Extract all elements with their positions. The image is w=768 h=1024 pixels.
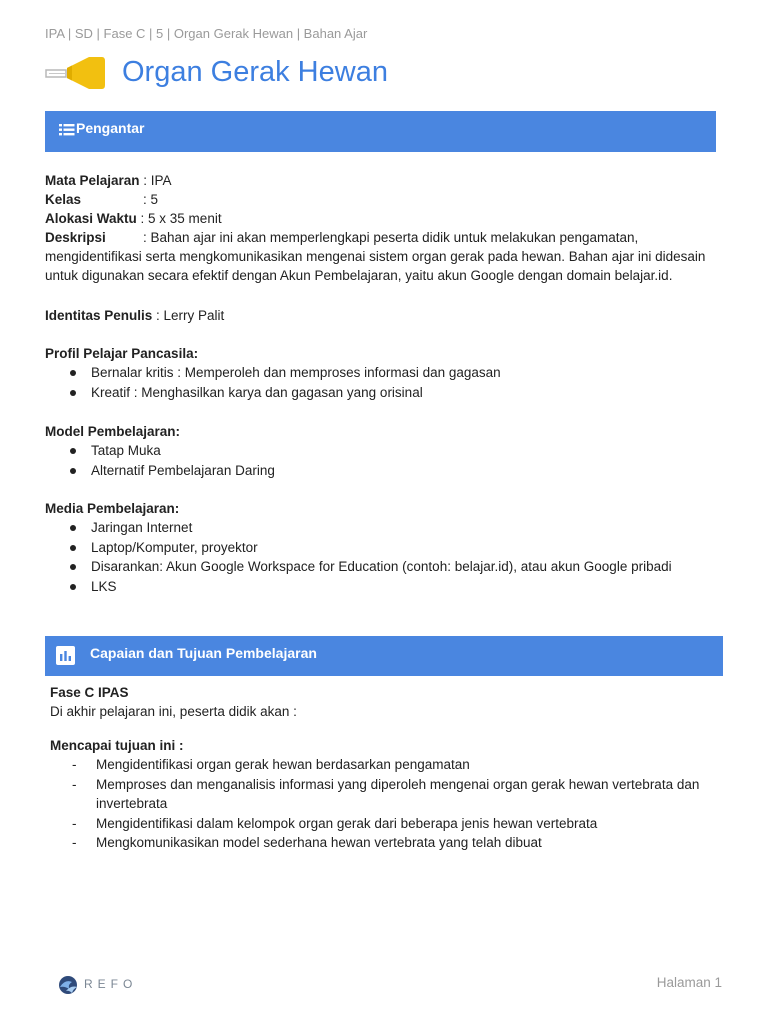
list-item: - Memproses dan menganalisis informasi yang diperoleh mengenai organ gerak hewan vertebrata dan invertebrata xyxy=(72,776,700,811)
bullet xyxy=(70,564,76,570)
bar-chart-icon xyxy=(56,646,75,665)
meta-value: : Bahan ajar ini akan memperlengkapi peserta didik untuk melakukan pengamatan, mengidentifikasi serta mengkomunikasikan mengenai sistem organ gerak pada hewan. Bahan ajar ini didesain untuk digunakan secara efektif dengan Akun Pembelajaran, yaitu akun Google dengan domain belajar.id. xyxy=(45,230,706,283)
list-item: Laptop/Komputer, proyektor xyxy=(45,538,720,558)
fase-text: Di akhir pelajaran ini, peserta didik akan : xyxy=(50,704,297,719)
title-row xyxy=(45,53,725,91)
bullet xyxy=(70,468,76,474)
bullet xyxy=(70,448,76,454)
list-item: Alternatif Pembelajaran Daring xyxy=(45,461,720,481)
meta-mata-pelajaran xyxy=(45,171,720,190)
media-pembelajaran-section xyxy=(45,499,720,596)
author-line xyxy=(45,306,720,325)
meta-value: : Lerry Palit xyxy=(152,308,225,323)
list-item: Tatap Muka xyxy=(45,441,720,461)
meta-key: Mata Pelajaran xyxy=(45,173,140,188)
profil-pelajar-section xyxy=(45,344,720,402)
logo-text: REFO xyxy=(84,977,138,991)
meta-key: Identitas Penulis xyxy=(45,308,153,323)
meta-alokasi-waktu xyxy=(45,209,720,228)
section-header-pengantar xyxy=(45,111,716,152)
section-heading: Media Pembelajaran: xyxy=(45,501,180,516)
tujuan-heading: Mencapai tujuan ini : xyxy=(50,738,184,753)
model-pembelajaran-section xyxy=(45,422,720,480)
list-item: Bernalar kritis : Memperoleh dan memproses informasi dan gagasan xyxy=(45,363,720,383)
list-icon xyxy=(59,122,75,138)
bullet xyxy=(70,390,76,396)
list-item: - Mengkomunikasikan model sederhana hewan vertebrata yang telah dibuat xyxy=(72,835,542,850)
list-item: Kreatif : Menghasilkan karya dan gagasan yang orisinal xyxy=(45,383,720,403)
meta-value: : 5 xyxy=(143,192,159,207)
course-metadata xyxy=(45,171,720,285)
list-item: LKS xyxy=(45,577,720,597)
refo-logo-mark xyxy=(57,975,79,995)
list-item: Jaringan Internet xyxy=(45,518,720,538)
meta-deskripsi xyxy=(45,228,720,285)
breadcrumb: IPA | SD | Fase C | 5 | Organ Gerak Hewan | Bahan Ajar xyxy=(45,26,368,41)
meta-kelas xyxy=(45,190,720,209)
meta-key: Alokasi Waktu xyxy=(45,211,137,226)
fase-heading: Fase C IPAS xyxy=(50,685,129,700)
page-number: Halaman 1 xyxy=(656,975,722,990)
bullet xyxy=(70,584,76,590)
meta-value: : IPA xyxy=(139,173,172,188)
refo-logo xyxy=(57,975,157,995)
section-header-capaian xyxy=(45,636,723,676)
meta-key: Deskripsi xyxy=(45,230,106,245)
list-item: - Mengidentifikasi dalam kelompok organ gerak dari beberapa jenis hewan vertebrata xyxy=(72,815,598,831)
section-heading: Profil Pelajar Pancasila: xyxy=(45,346,199,361)
meta-key: Kelas xyxy=(45,192,82,207)
bullet xyxy=(70,525,76,531)
list-item: Disarankan: Akun Google Workspace for Education (contoh: belajar.id), atau akun Google pribadi xyxy=(45,557,720,577)
list-item: - Mengidentifikasi organ gerak hewan berdasarkan pengamatan xyxy=(72,757,470,772)
section-heading: Model Pembelajaran: xyxy=(45,424,181,439)
bullet xyxy=(70,370,76,376)
fase-section xyxy=(50,683,725,721)
section-title: Capaian dan Tujuan Pembelajaran xyxy=(90,645,317,661)
bullet xyxy=(70,545,76,551)
section-title: Pengantar xyxy=(76,120,145,136)
tujuan-section xyxy=(50,736,715,853)
meta-value: : 5 x 35 menit xyxy=(136,211,222,226)
pencil-icon xyxy=(45,55,107,91)
page-title: Organ Gerak Hewan xyxy=(122,56,388,88)
